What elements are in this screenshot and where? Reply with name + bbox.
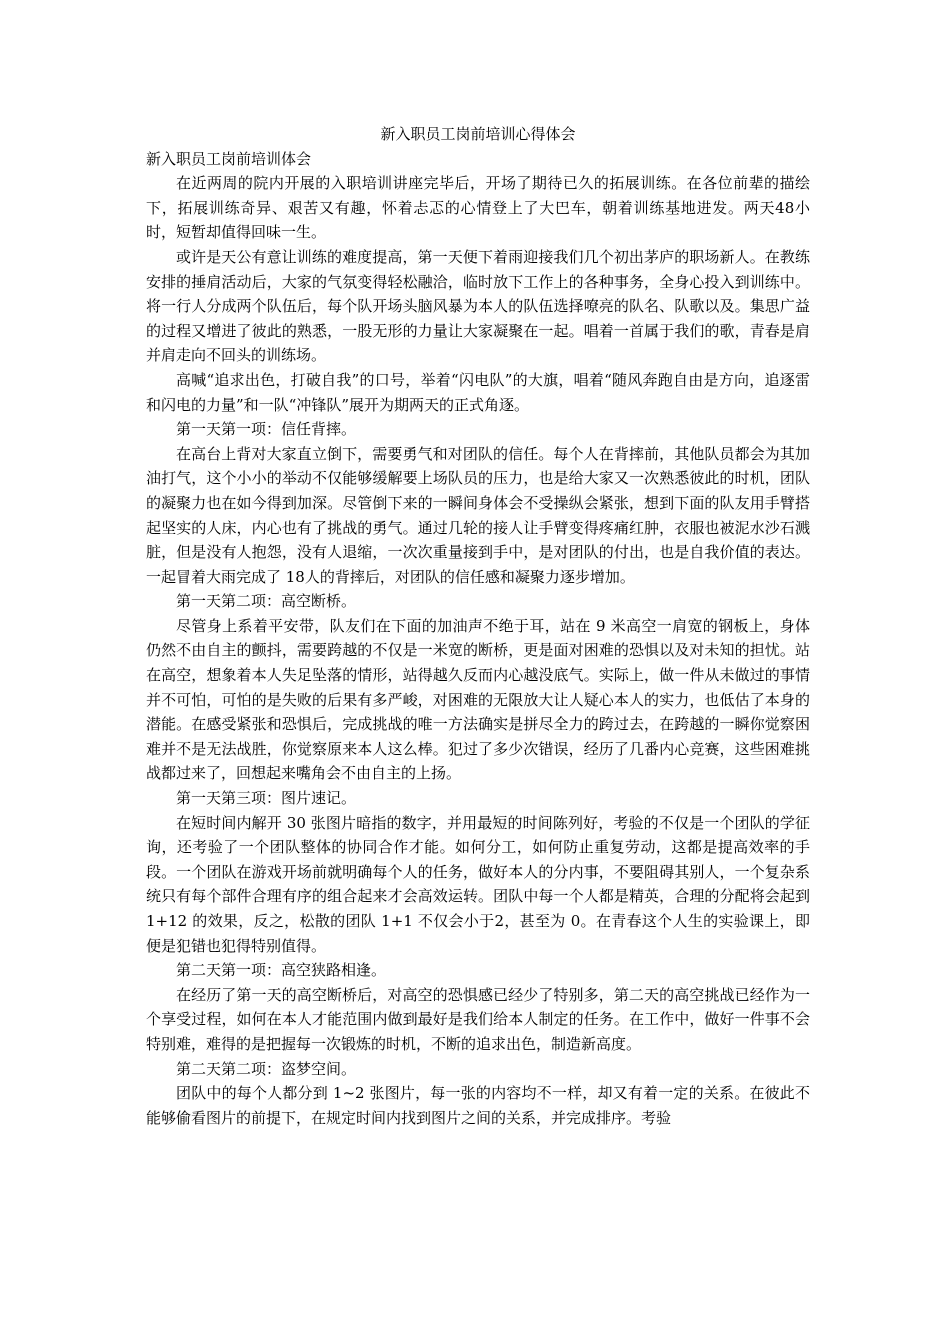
section-heading: 第一天第一项：信任背摔。 — [176, 420, 357, 439]
body-paragraph: 在经历了第一天的高空断桥后，对高空的恐惧感已经少了特别多，第二天的高空挑战已经作为一个享受过程，如何在本人才能范围内做到最好是我们给本人制定的任务。在工作中，做好一件事不会特别难，难得的是把握每一次锻炼的时机，不断的追求出色，制造新高度。 — [146, 985, 810, 1053]
body-paragraph: 高喊“追求出色，打破自我”的口号，举着“闪电队”的大旗，唱着“随风奔跑自由是方向，追逐雷和闪电的力量”和一队“冲锋队”展开为期两天的正式角逐。 — [146, 370, 810, 414]
document-body — [146, 171, 810, 1130]
document-subtitle: 新入职员工岗前培训体会 — [146, 149, 312, 168]
section-heading: 第二天第一项：高空狭路相逢。 — [176, 961, 387, 980]
body-paragraph: 尽管身上系着平安带，队友们在下面的加油声不绝于耳，站在 9 米高空一肩宽的钢板上，身体仍然不由自主的颤抖，需要跨越的不仅是一米宽的断桥，更是面对困难的恐惧以及对未知的担忧。站在高空，想象着本人失足坠落的情形，站得越久反而内心越没底气。实际上，做一件从未做过的事情并不可怕，可怕的是失败的后果有多严峻，对困难的无限放大让人疑心本人的实力，也低估了本身的潜能。在感受紧张和恐惧后，完成挑战的唯一方法确实是拼尽全力的跨过去，在跨越的一瞬你觉察困难并不是无法战胜，你觉察原来本人这么棒。犯过了多少次错误，经历了几番内心竞赛，这些困难挑战都过来了，回想起来嘴角会不由自主的上扬。 — [146, 616, 810, 783]
section-heading: 第二天第二项：盗梦空间。 — [176, 1059, 357, 1078]
document-page — [146, 122, 810, 1130]
body-paragraph: 团队中的每个人都分到 1~2 张图片，每一张的内容均不一样，却又有着一定的关系。在彼此不能够偷看图片的前提下，在规定时间内找到图片之间的关系，并完成排序。考验 — [146, 1084, 810, 1127]
document-title: 新入职员工岗前培训心得体会 — [380, 125, 576, 143]
body-paragraph: 在高台上背对大家直立倒下，需要勇气和对团队的信任。每个人在背摔前，其他队员都会为其加油打气，这个小小的举动不仅能够缓解要上场队员的压力，也是给大家又一次熟悉彼此的时机，团队的凝聚力也在如今得到加深。尽管倒下来的一瞬间身体会不受操纵会紧张，想到下面的队友用手臂搭起坚实的人床，内心也有了挑战的勇气。通过几轮的接人让手臂变得疼痛红肿，衣服也被泥水沙石溅脏，但是没有人抱怨，没有人退缩，一次次重量接到手中，是对团队的付出，也是自我价值的表达。一起冒着大雨完成了 18人的背摔后，对团队的信任感和凝聚力逐步增加。 — [146, 444, 810, 586]
body-paragraph: 在近两周的院内开展的入职培训讲座完毕后，开场了期待已久的拓展训练。在各位前辈的描绘下，拓展训练奇异、艰苦又有趣，怀着忐忑的心情登上了大巴车，朝着训练基地进发。两天48小时，短暂却值得回味一生。 — [146, 174, 810, 242]
body-paragraph: 在短时间内解开 30 张图片暗指的数字，并用最短的时间陈列好，考验的不仅是一个团队的学征询，还考验了一个团队整体的协同合作才能。如何分工，如何防止重复劳动，这都是提高效率的手段。一个团队在游戏开场前就明确每个人的任务，做好本人的分内事，不要阻碍其别人，一个复杂系统只有每个部件合理有序的组合起来才会高效运转。团队中每一个人都是精英，合理的分配将会起到 1+12 的效果，反之，松散的团队 1+1 不仅会小于2，甚至为 0。在青春这个人生的实验课上，即便是犯错也犯得特别值得。 — [146, 813, 810, 955]
section-heading: 第一天第三项：图片速记。 — [176, 789, 357, 808]
body-paragraph: 或许是天公有意让训练的难度提高，第一天便下着雨迎接我们几个初出茅庐的职场新人。在教练安排的捶肩活动后，大家的气氛变得轻松融洽，临时放下工作上的各种事务，全身心投入到训练中。将一行人分成两个队伍后，每个队开场头脑风暴为本人的队伍选择嘹亮的队名、队歌以及。集思广益的过程又增进了彼此的熟悉，一股无形的力量让大家凝聚在一起。唱着一首属于我们的歌，青春是肩并肩走向不回头的训练场。 — [146, 247, 810, 365]
section-heading: 第一天第二项：高空断桥。 — [176, 592, 357, 611]
